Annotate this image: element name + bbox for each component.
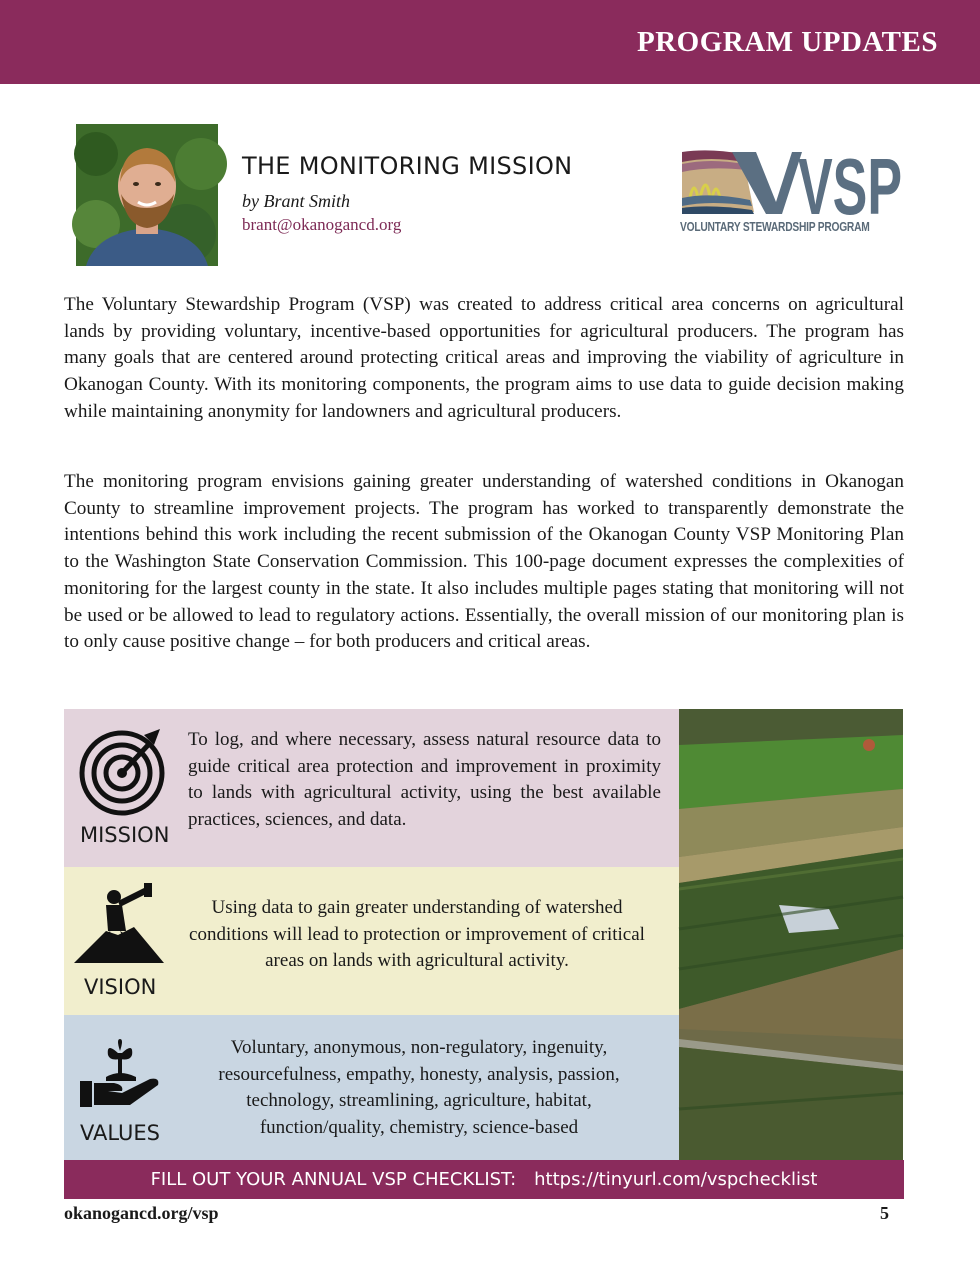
checklist-banner	[64, 1160, 904, 1199]
hand-sprout-icon	[78, 1039, 162, 1109]
checklist-label: FILL OUT YOUR ANNUAL VSP CHECKLIST:	[150, 1169, 517, 1190]
page-number: 5	[880, 1203, 889, 1223]
telescope-person-icon	[74, 879, 164, 963]
section-title: PROGRAM UPDATES	[637, 26, 938, 58]
mission-label: MISSION	[80, 823, 170, 847]
mission-panel	[64, 709, 679, 867]
vision-text: Using data to gain greater understanding of watershed conditions will lead to protection or improvement of critical areas on lands with agricultural activity.	[189, 897, 645, 971]
values-label: VALUES	[80, 1121, 161, 1145]
website-url[interactable]: okanogancd.org/vsp	[64, 1203, 219, 1223]
byline: by Brant Smith	[242, 191, 350, 211]
aerial-farmland-photo	[679, 709, 903, 1160]
vision-label: VISION	[84, 975, 157, 999]
paragraph-monitoring: The monitoring program envisions gaining greater understanding of watershed conditions in Okanogan County to streamline improvement projects. The program has worked to transparently demonstrate the intentions behind this work including the recent submission of the Okanogan County VSP Monitoring Plan to the Washington State Conservation Commission. This 100-page document expresses the complexities of monitoring for the largest county in the state. It also includes multiple pages stating that monitoring will not be used or be allowed to lead to regulatory actions. Essentially, the overall mission of our monitoring plan is to only cause positive change – for both producers and critical areas.	[64, 471, 904, 653]
vsp-logo-letters: VSP	[798, 142, 902, 231]
paragraph-intro: The Voluntary Stewardship Program (VSP) was created to address critical area concerns on agricultural lands by providing voluntary, incentive-based opportunities for agricultural producers. The program has many goals that are centered around protecting critical areas and improving the viability of agriculture in Okanogan County. With its monitoring components, the program aims to use data to guide decision making while maintaining anonymity for landowners and agricultural producers.	[64, 294, 904, 422]
vsp-logo-caption: VOLUNTARY STEWARDSHIP PROGRAM	[680, 220, 870, 234]
author-photo	[76, 124, 218, 266]
mission-text: To log, and where necessary, assess natural resource data to guide critical area protection and improvement in proximity to lands with agricultural activity, using the best available practices, sciences, and data.	[188, 729, 661, 830]
checklist-link[interactable]: https://tinyurl.com/vspchecklist	[534, 1169, 818, 1190]
values-text: Voluntary, anonymous, non-regulatory, ingenuity, resourcefulness, empathy, honesty, analysis, passion, technology, streamlining, agriculture, habitat, function/quality, chemistry, science-based	[218, 1037, 620, 1138]
header-bar	[0, 0, 980, 84]
vision-panel	[64, 867, 679, 1015]
author-email[interactable]: brant@okanogancd.org	[242, 215, 402, 234]
values-panel	[64, 1015, 679, 1160]
article-title: THE MONITORING MISSION	[242, 152, 573, 180]
target-arrow-icon	[80, 723, 160, 815]
